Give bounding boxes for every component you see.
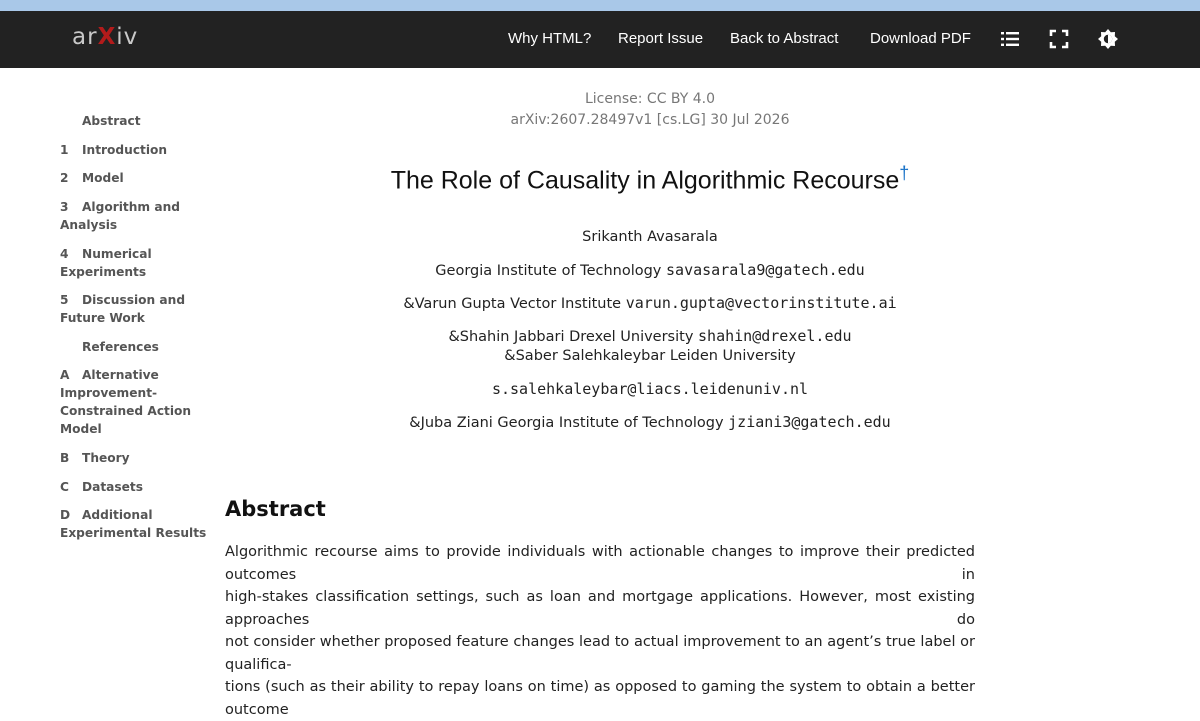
abstract-body: [225, 541, 975, 721]
abstract-line: tions (such as their ability to repay loans on time) as opposed to gaming the system to obtain a better outcome: [225, 679, 975, 718]
toc-label: Abstract: [82, 114, 141, 128]
download-pdf-link[interactable]: Download PDF: [870, 30, 971, 47]
toc-num: 5: [60, 293, 69, 307]
toc-label: Model: [82, 171, 124, 185]
author-email: savasarala9@gatech.edu: [666, 261, 865, 279]
toc-item-introduction[interactable]: [60, 141, 210, 159]
author-email: shahin@drexel.edu: [698, 327, 852, 345]
author-email: jziani3@gatech.edu: [728, 413, 891, 431]
toc-item-references[interactable]: [60, 338, 210, 356]
toc-num: C: [60, 480, 69, 494]
toc-num: 4: [60, 247, 69, 261]
logo-text-iv: iv: [116, 24, 139, 50]
toc-item-discussion[interactable]: [60, 291, 210, 327]
report-issue-link[interactable]: Report Issue: [618, 30, 704, 47]
toc-label: Introduction: [82, 143, 168, 157]
author-line: [250, 380, 1050, 398]
abstract-line: not consider whether proposed feature changes lead to actual improvement to an agent’s true label or qualifica-: [225, 634, 975, 673]
toc-num: 3: [60, 200, 69, 214]
author-email: varun.gupta@vectorinstitute.ai: [625, 294, 897, 312]
abstract-line: high-stakes classification settings, such as loan and mortgage applications. However, most existing approaches do: [225, 589, 975, 628]
toc-item-appendix-d[interactable]: [60, 506, 210, 542]
author-affiliation: &Saber Salehkaleybar Leiden University: [504, 348, 796, 364]
toc-label: Numerical Experiments: [60, 247, 152, 279]
author-affiliation: &Shahin Jabbari Drexel University: [448, 329, 694, 345]
toc-num: A: [60, 368, 70, 382]
abstract-line: Algorithmic recourse aims to provide individuals with actionable changes to improve their predicted outcomes in: [225, 544, 975, 583]
paper-title-text: The Role of Causality in Algorithmic Recourse: [390, 166, 900, 195]
author-line: [250, 229, 1050, 245]
toc-item-appendix-b[interactable]: [60, 449, 210, 467]
toc-label: Additional Experimental Results: [60, 508, 207, 540]
why-html-link[interactable]: Why HTML?: [508, 30, 592, 47]
fullscreen-icon[interactable]: [1047, 27, 1071, 51]
toc-item-experiments[interactable]: [60, 245, 210, 281]
author-email: s.salehkaleybar@liacs.leidenuniv.nl: [491, 380, 809, 398]
arxiv-id-line: arXiv:2607.28497v1 [cs.LG] 30 Jul 2026: [510, 112, 790, 128]
toc-num: 2: [60, 171, 69, 185]
logo-text-x: X: [97, 24, 117, 50]
abstract-heading: Abstract: [225, 497, 326, 521]
browser-top-strip: [0, 0, 1200, 11]
back-to-abstract-link[interactable]: Back to Abstract: [730, 30, 839, 47]
author-text: Srikanth Avasarala: [582, 229, 718, 245]
author-affiliation: &Varun Gupta Vector Institute: [403, 296, 622, 312]
navbar: [0, 11, 1200, 68]
toc-num: 1: [60, 143, 69, 157]
toc-label: Discussion and Future Work: [60, 293, 186, 325]
toc-num: B: [60, 451, 70, 465]
toc-item-appendix-a[interactable]: [60, 366, 210, 438]
toc-list-icon[interactable]: [998, 27, 1022, 51]
toc-label: Alternative Improvement-Constrained Action Model: [60, 368, 192, 436]
theme-toggle-icon[interactable]: [1096, 27, 1120, 51]
author-affiliation: Georgia Institute of Technology: [435, 263, 662, 279]
toc-label: Datasets: [82, 480, 143, 494]
author-affiliation: &Juba Ziani Georgia Institute of Technology: [409, 415, 724, 431]
author-line: [250, 294, 1050, 312]
toc-label: References: [82, 340, 159, 354]
author-line: [250, 261, 1050, 279]
arxiv-logo[interactable]: [72, 24, 138, 50]
toc-item-model[interactable]: [60, 169, 210, 187]
author-line: [250, 348, 1050, 364]
toc-item-algorithm[interactable]: [60, 198, 210, 234]
author-line: [250, 327, 1050, 345]
toc-item-appendix-c[interactable]: [60, 478, 210, 496]
toc-label: Theory: [82, 451, 130, 465]
title-footnote-mark[interactable]: †: [899, 163, 910, 183]
toc-item-abstract[interactable]: [60, 112, 210, 130]
license-line: License: CC BY 4.0: [584, 91, 716, 107]
toc-num: D: [60, 508, 71, 522]
paper-title: [250, 163, 1050, 195]
toc-label: Algorithm and Analysis: [60, 200, 180, 232]
author-line: [250, 413, 1050, 431]
logo-text-ar: ar: [72, 24, 98, 50]
